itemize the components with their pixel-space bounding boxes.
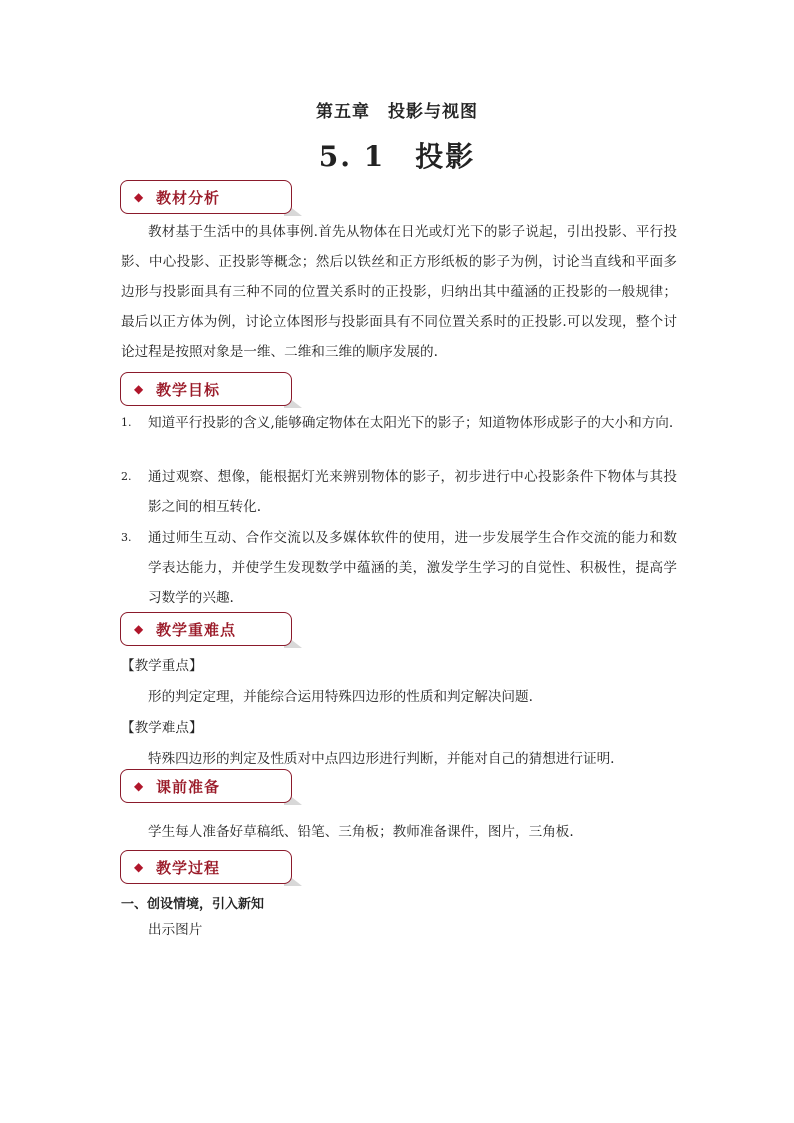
diamond-bullet-icon: ◆ [134, 779, 144, 793]
lesson-title: 5. 1 投影 [318, 140, 476, 173]
section-header-process [120, 850, 294, 886]
section-header-keypoints [120, 612, 294, 648]
difficulty-label: 【教学难点】 [121, 720, 203, 736]
diamond-bullet-icon: ◆ [134, 860, 144, 874]
section-title: 教学重难点 [156, 621, 237, 639]
chapter-title: 第五章 投影与视图 [316, 102, 478, 122]
section-title: 教学过程 [156, 859, 221, 877]
goal-number: 2. [121, 470, 132, 483]
analysis-paragraph: 教材基于生活中的具体事例.首先从物体在日光或灯光下的影子说起，引出投影、平行投影、中心投影、正投影等概念；然后以铁丝和正方形纸板的影子为例，讨论当直线和平面多边形与投影面具有三种不同的位置关系时的正投影，归纳出其中蕴涵的正投影的一般规律；最后以正方体为例，讨论立体图形与投影面具有不同位置关系时的正投影.可以发现，整个讨论过程是按照对象是一维、二维和三维的顺序发展的. [121, 224, 677, 360]
step-title: 一、创设情境，引入新知 [121, 897, 265, 912]
prep-text: 学生每人准备好草稿纸、铅笔、三角板；教师准备课件，图片，三角板. [148, 824, 574, 840]
goal-text: 通过师生互动、合作交流以及多媒体软件的使用，进一步发展学生合作交流的能力和数学表达能力，并使学生发现数学中蕴涵的美，激发学生学习的自觉性、积极性，提高学习数学的兴趣. [148, 530, 677, 606]
section-header-goals [120, 372, 294, 408]
step-text: 出示图片 [148, 922, 203, 938]
section-header-analysis [120, 180, 294, 216]
goal-number: 1. [121, 416, 132, 429]
key-label: 【教学重点】 [121, 658, 203, 674]
goal-text: 通过观察、想像，能根据灯光来辨别物体的影子，初步进行中心投影条件下物体与其投影之间的相互转化. [148, 469, 677, 515]
section-title: 课前准备 [156, 778, 221, 796]
difficulty-text: 特殊四边形的判定及性质对中点四边形进行判断，并能对自己的猜想进行证明. [148, 751, 615, 767]
key-text: 形的判定定理，并能综合运用特殊四边形的性质和判定解决问题. [148, 689, 533, 705]
diamond-bullet-icon: ◆ [134, 622, 144, 636]
section-header-prep [120, 769, 294, 805]
diamond-bullet-icon: ◆ [134, 382, 144, 396]
diamond-bullet-icon: ◆ [134, 190, 144, 204]
section-title: 教学目标 [156, 381, 221, 399]
section-title: 教材分析 [156, 189, 221, 207]
goal-number: 3. [121, 531, 132, 544]
goal-text: 知道平行投影的含义,能够确定物体在太阳光下的影子；知道物体形成影子的大小和方向. [148, 415, 674, 431]
